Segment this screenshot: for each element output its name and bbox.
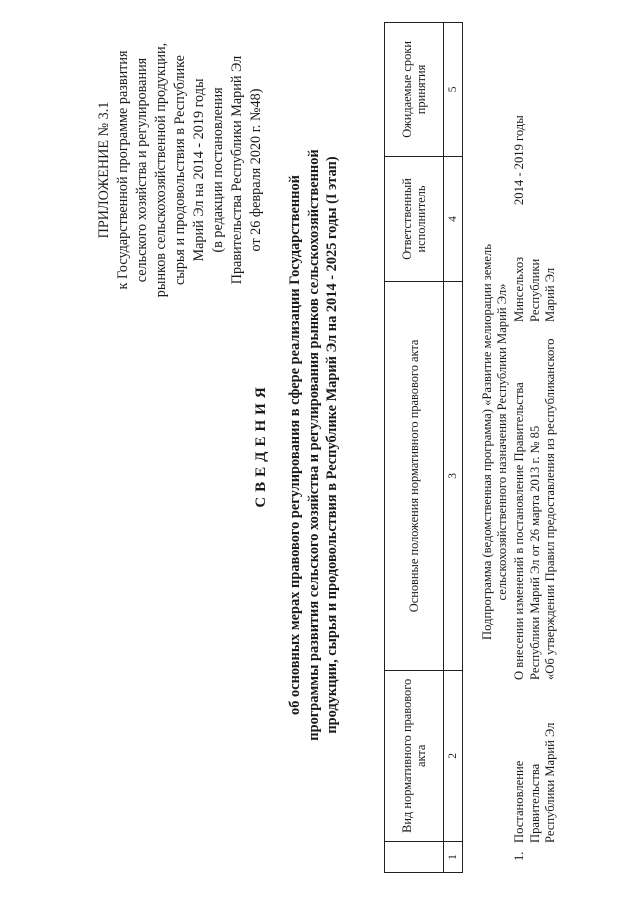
appendix-line: ПРИЛОЖЕНИЕ № 3.1 [96,101,112,239]
expected-dates: 2014 - 2019 годы [512,115,526,205]
header-cell [385,841,444,872]
responsible-executor [512,222,559,322]
title-line: продукции, сырья и продовольствия в Республике Марий Эл на 2014 - 2025 годы (I этап) [324,156,340,734]
appendix-line: Правительства Республики Марий Эл [229,55,245,285]
header-cell: Ответственный исполнитель [385,156,444,281]
executor-line: Минсельхоз [512,256,526,322]
executor-line: Марий Эл [543,267,557,322]
description-line: «Об утверждении Правил предоставления из республиканского [543,338,557,680]
column-number: 1 [444,841,463,872]
document-title [250,25,342,865]
row-number: 1. [512,851,526,861]
column-number: 5 [444,23,463,157]
appendix-line: (в редакции постановления [210,87,226,253]
appendix-line: сельского хозяйства и регулирования [134,57,150,283]
title-main: СВЕДЕНИЯ [253,382,269,508]
title-line: программы развития сельского хозяйства и регулирования рынков сельскохозяйственной [305,149,322,741]
appendix-line: Марий Эл на 2014 - 2019 годы [191,78,207,262]
column-number: 2 [444,670,463,841]
appendix-line: сырья и продовольствия в Республике [172,55,188,285]
appendix-line: рынков сельскохозяйственной продукции, [153,42,169,298]
appendix-line: от 26 февраля 2020 г. №48) [248,88,264,252]
table-header-row [385,23,444,873]
subprogram-line: Подпрограмма (ведомственная программа) «Развитие мелиорации земель [480,244,494,640]
header-cell: Основные положения нормативного правового акта [385,282,444,671]
header-cell: Ожидаемые сроки принятия [385,23,444,157]
description-line: О внесении изменений в постановление Правительства [512,382,526,680]
appendix-note [95,25,266,315]
act-type-line: Правительства [527,763,542,843]
column-number: 4 [444,156,463,281]
appendix-line: к Государственной программе развития [115,50,131,290]
act-type-line: Постановление [512,760,526,843]
subprogram-heading [480,227,510,657]
column-number: 3 [444,282,463,671]
header-cell: Вид нормативного правового акта [385,670,444,841]
act-description [512,325,559,680]
title-line: об основных мерах правового регулирования в сфере реализации Государственной [287,175,303,715]
subprogram-line: сельскохозяйственного назначения Республики Марий Эл» [495,283,509,601]
act-type [512,703,559,843]
description-line: Республики Марий Эл от 26 марта 2013 г. № 85 [527,425,542,680]
act-type-line: Республики Марий Эл [543,722,557,843]
table-number-row [444,23,463,873]
measures-table [384,22,463,873]
executor-line: Республики [527,258,542,322]
